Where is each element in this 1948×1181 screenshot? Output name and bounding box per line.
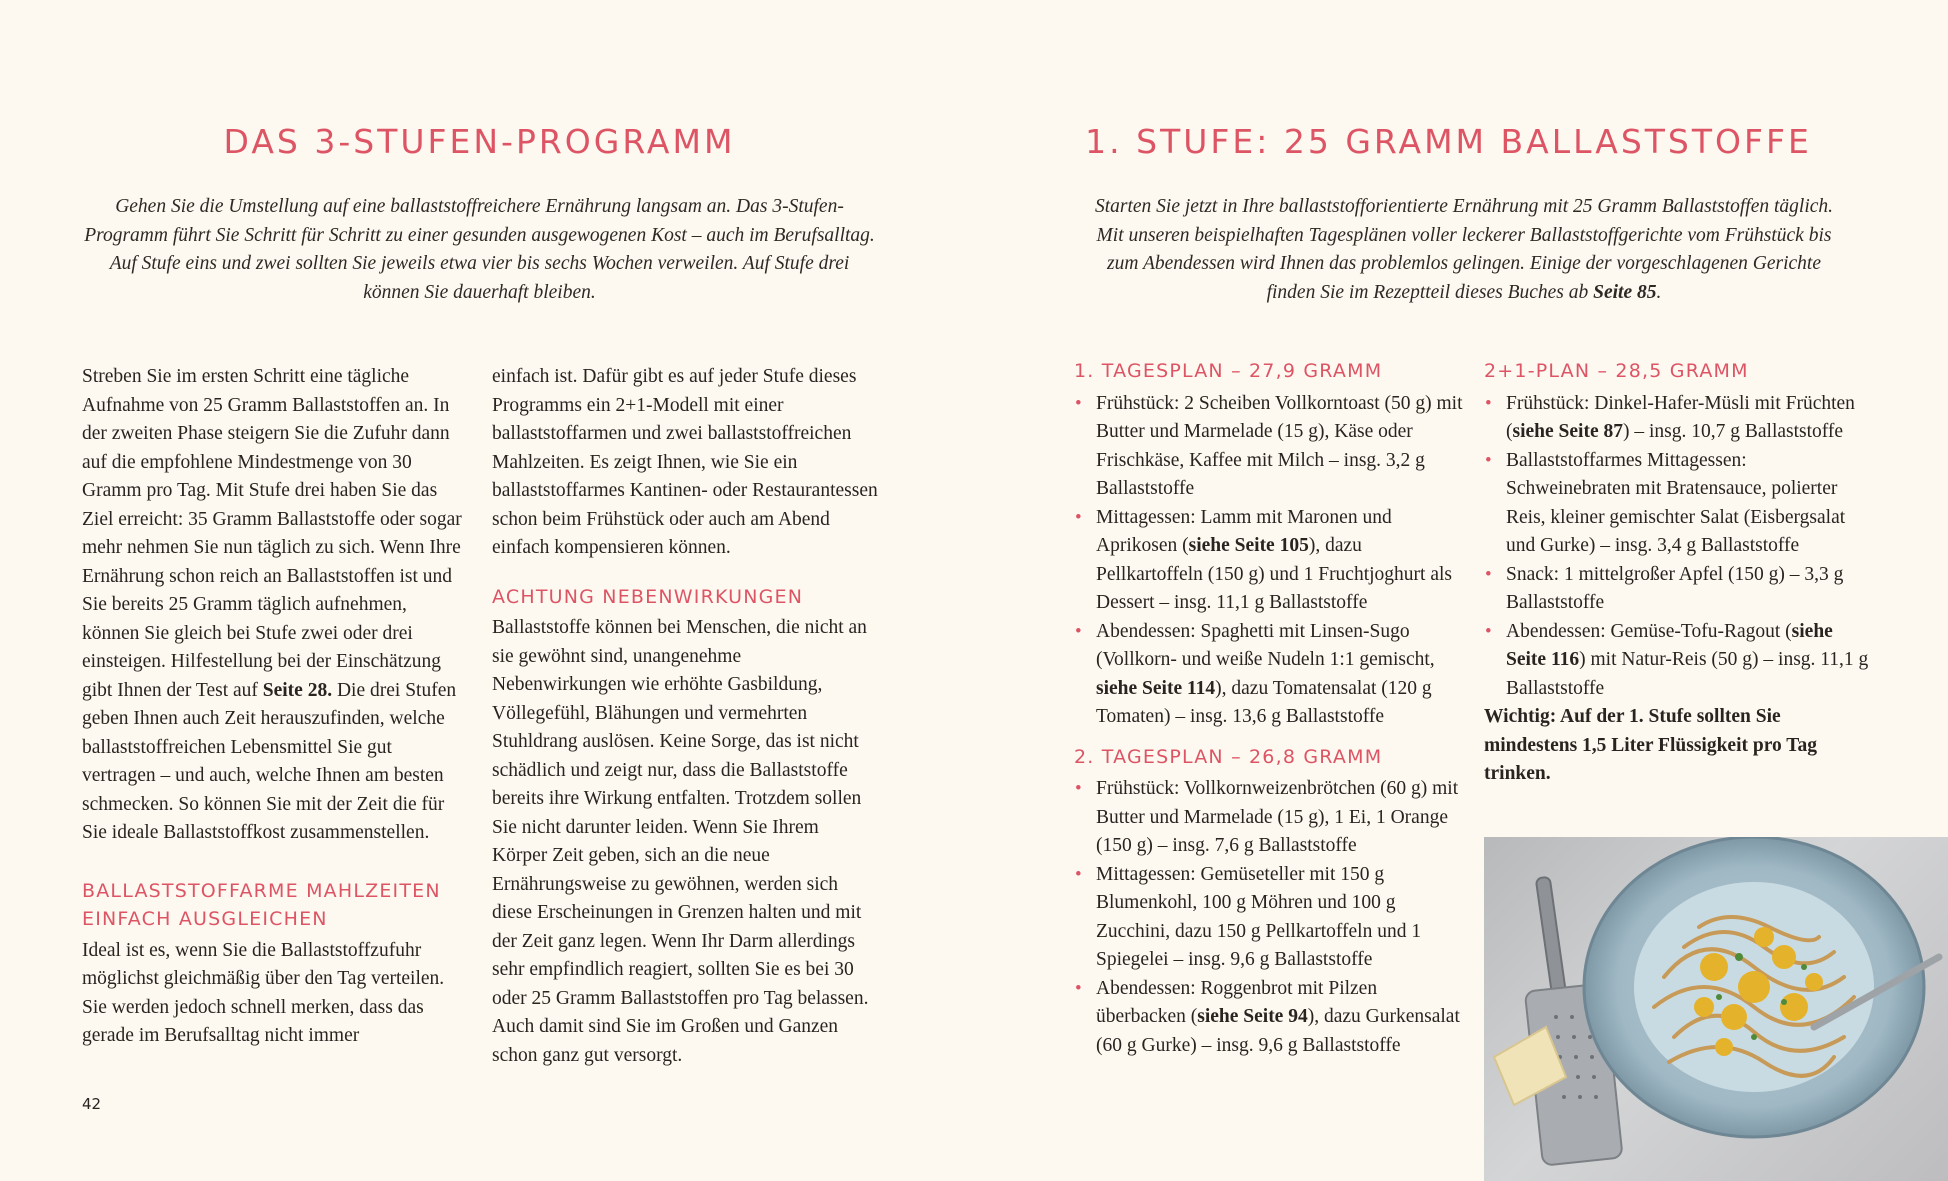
paragraph: Ballaststoffe können bei Menschen, die nicht an sie gewöhnt sind, unangenehme Nebenwirkungen wie erhöhte Gasbildung, Völlegefühl, Blähungen und vermehrten Stuhldrang auslösen. Keine Sorge, das ist nicht schädlich und zeigt nur, dass die Ballaststoffe bereits ihre Wirkung entfalten. Trotzdem sollen Sie nicht darunter leiden. Wenn Sie Ihrem Körper Zeit geben, sich an die neue Ernährungsweise zu gewöhnen, werden sich diese Erscheinungen in Grenzen halten und mit der Zeit ganz legen. Wenn Ihr Darm allerdings sehr empfindlich reagiert, sollten Sie es bei 30 oder 25 Gramm Ballaststoffen pro Tag belassen. Auch damit sind Sie im Großen und Ganzen schon ganz gut versorgt. (492, 617, 869, 1066)
food-photo (1484, 837, 1948, 1181)
plan-list (1074, 390, 1466, 732)
plan-column-2 (1484, 357, 1876, 789)
plan-heading: 1. TAGESPLAN – 27,9 GRAMM (1074, 360, 1383, 382)
list-item: • Frühstück: 2 Scheiben Vollkorntoast (50 g) mit Butter und Marmelade (15 g), Käse oder Frischkäse, Kaffee mit Milch – insg. 3,2 g Ballaststoffe (1074, 390, 1466, 504)
pasta-plate-illustration (1484, 837, 1948, 1181)
intro-text: Gehen Sie die Umstellung auf eine ballaststoffreichere Ernährung langsam an. Das 3-Stufen-Programm führt Sie Schritt für Schritt zu einer gesunden ausgewogenen Kost – auch im Berufsalltag. Auf Stufe eins und zwei sollten Sie jeweils etwa vier bis sechs Wochen verweilen. Auf Stufe drei können Sie dauerhaft bleiben. (84, 196, 875, 303)
page-title: DAS 3-STUFEN-PROGRAMM (223, 122, 736, 161)
list-item: • Frühstück: Vollkornweizenbrötchen (60 g) mit Butter und Marmelade (15 g), 1 Ei, 1 Orange (150 g) – insg. 7,6 g Ballaststoffe (1074, 775, 1466, 861)
plan-list (1074, 775, 1466, 1060)
section-heading: ACHTUNG NEBENWIRKUNGEN (492, 585, 804, 608)
text-column-2 (492, 363, 878, 1070)
paragraph: Ideal ist es, wenn Sie die Ballaststoffzufuhr möglichst gleichmäßig über den Tag verteilen. Sie werden jedoch schnell merken, dass das gerade im Berufsalltag nicht immer (82, 939, 445, 1046)
list-item: • Mittagessen: Gemüseteller mit 150 g Blumenkohl, 100 g Möhren und 100 g Zucchini, dazu 150 g Pellkartoffeln und 1 Spiegelei – insg. 9,6 g Ballaststoffe (1074, 861, 1466, 975)
text-column-1 (82, 363, 468, 1051)
paragraph: einfach ist. Dafür gibt es auf jeder Stufe dieses Programms ein 2+1-Modell mit einer ballaststoffarmen und zwei ballaststoffreichen Mahlzeiten. Es zeigt Ihnen, wie Sie ein ballaststoffarmes Kantinen- oder Restaurantessen schon beim Frühstück oder auch am Abend einfach kompensieren können. (492, 366, 878, 558)
list-item: • Mittagessen: Lamm mit Maronen und Aprikosen (siehe Seite 105), dazu Pellkartoffeln (150 g) und 1 Fruchtjoghurt als Dessert – insg. 11,1 g Ballaststoffe (1074, 504, 1466, 618)
list-item: • Abendessen: Gemüse-Tofu-Ragout (siehe Seite 116) mit Natur-Reis (50 g) – insg. 11,1 g Ballaststoffe (1484, 618, 1876, 704)
important-note: Wichtig: Auf der 1. Stufe sollten Sie mindestens 1,5 Liter Flüssigkeit pro Tag trinken. (1484, 706, 1817, 784)
plan-heading: 2. TAGESPLAN – 26,8 GRAMM (1074, 745, 1383, 768)
list-item: • Frühstück: Dinkel-Hafer-Müsli mit Früchten (siehe Seite 87) – insg. 10,7 g Ballaststoffe (1484, 390, 1876, 447)
page-number: 42 (82, 1095, 102, 1113)
section-heading: BALLASTSTOFFARME MAHLZEITEN EINFACH AUSGLEICHEN (82, 879, 441, 930)
list-item: • Snack: 1 mittelgroßer Apfel (150 g) – 3,3 g Ballaststoffe (1484, 561, 1876, 618)
plan-list (1484, 390, 1876, 704)
plan-heading: 2+1-PLAN – 28,5 GRAMM (1484, 360, 1749, 382)
list-item: • Ballaststoffarmes Mittagessen: Schweinebraten mit Bratensauce, polierter Reis, kleiner gemischter Salat (Eisbergsalat und Gurke) – insg. 3,4 g Ballaststoffe (1484, 447, 1876, 561)
plan-column-1 (1074, 357, 1466, 1060)
paragraph: Streben Sie im ersten Schritt eine tägliche Aufnahme von 25 Gramm Ballaststoffen an. In der zweiten Phase steigern Sie die Zufuhr dann auf die empfohlene Mindestmenge von 30 Gramm pro Tag. Mit Stufe drei haben Sie das Ziel erreicht: 35 Gramm Ballaststoffe oder sogar mehr nehmen Sie nun täglich zu sich. Wenn Ihre Ernährung schon reich an Ballaststoffen ist und Sie bereits 25 Gramm täglich aufnehmen, können Sie gleich bei Stufe zwei oder drei einsteigen. Hilfestellung bei der Einschätzung gibt Ihnen der Test auf Seite 28. Die drei Stufen geben Ihnen auch Zeit herauszufinden, welche ballaststoffreichen Lebensmittel Sie gut vertragen – und auch, welche Ihnen am besten schmecken. So können Sie mit der Zeit die für Sie ideale Ballaststoffkost zusammenstellen. (82, 366, 462, 843)
list-item: • Abendessen: Spaghetti mit Linsen-Sugo (Vollkorn- und weiße Nudeln 1:1 gemischt, siehe Seite 114), dazu Tomatensalat (120 g Tomaten) – insg. 13,6 g Ballaststoffe (1074, 618, 1466, 732)
list-item: • Abendessen: Roggenbrot mit Pilzen überbacken (siehe Seite 94), dazu Gurkensalat (60 g Gurke) – insg. 9,6 g Ballaststoffe (1074, 975, 1466, 1061)
page-title: 1. STUFE: 25 GRAMM BALLASTSTOFFE (1085, 122, 1812, 161)
intro-text: Starten Sie jetzt in Ihre ballaststofforientierte Ernährung mit 25 Gramm Ballaststoffen täglich. Mit unseren beispielhaften Tagesplänen voller leckerer Ballaststoffgerichte vom Frühstück bis zum Abendessen wird Ihnen das problemlos gelingen. Einige der vorgeschlagenen Gerichte finden Sie im Rezeptteil dieses Buches ab Seite 85. (1094, 196, 1834, 303)
